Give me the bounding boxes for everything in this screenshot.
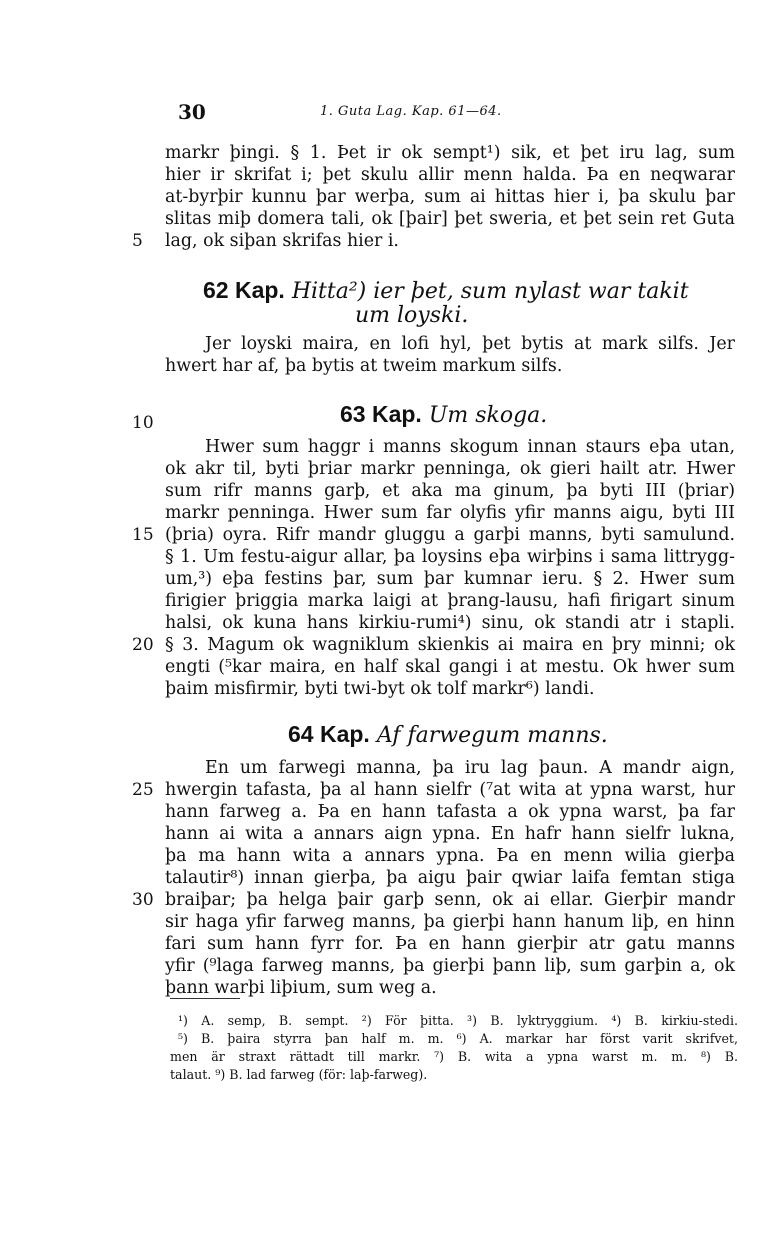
text-line: ok akr til, byti þriar markr penninga, ok gieri hailt atr. Hwer (165, 459, 735, 479)
text-line: § 3. Magum ok wagniklum skienkis ai maira en þry minni; ok (165, 635, 735, 655)
chapter-number: 64 Kap. (288, 721, 370, 747)
text-line: þann warþi liþium, sum weg a. (165, 978, 437, 998)
page-header (178, 100, 588, 130)
text-line: slitas miþ domera tali, ok [þair] þet sweria, et þet sein ret Guta (165, 209, 735, 229)
line-number: 10 (132, 413, 154, 433)
chapter-title: Af farwegum manns. (376, 723, 608, 748)
line-number: 25 (132, 780, 154, 800)
text-line: Jer loyski maira, en lofi hyl, þet bytis at mark silfs. Jer (205, 334, 735, 354)
footnote-line: ⁵) B. þaira styrra þan half m. m. ⁶) A. markar har först varit skrifvet, (178, 1031, 738, 1046)
chapter-number: 62 Kap. (203, 277, 285, 303)
footnote-line: ¹) A. semp, B. sempt. ²) För þitta. ³) B. lyktryggium. ⁴) B. kirkiu-stedi. (178, 1013, 738, 1028)
footnote-line: talaut. ⁹) B. lad farweg (för: laþ-farweg). (170, 1067, 428, 1082)
footnote-divider (170, 998, 240, 999)
text-line: braiþar; þa helga þair garþ senn, ok ai ellar. Gierþir mandr (165, 890, 735, 910)
text-line: En um farwegi manna, þa iru lag þaun. A mandr aign, (205, 758, 735, 778)
footnote-line: men är straxt rättadt till markr. ⁷) B. wita a ypna warst m. m. ⁸) B. (170, 1049, 738, 1064)
text-line: fari sum hann fyrr for. Þa en hann gierþir atr gatu manns (165, 934, 735, 954)
text-line: þaim misfirmir, byti twi-byt ok tolf markr⁶) landi. (165, 679, 595, 699)
text-line: þa ma hann wita a annars ypna. Þa en menn wilia gierþa (165, 846, 735, 866)
line-number: 30 (132, 890, 154, 910)
text-line: engti (⁵kar maira, en half skal gangi i at mestu. Ok hwer sum (165, 657, 735, 677)
text-line: yfir (⁹laga farweg manns, þa gierþi þann liþ, sum garþin a, ok (165, 956, 735, 976)
chapter-number: 63 Kap. (340, 401, 422, 427)
line-number: 15 (132, 525, 154, 545)
line-number: 20 (132, 635, 154, 655)
text-line: firigier þriggia marka laigi at þrang-lausu, hafi firigart sinum (165, 591, 735, 611)
text-line: hann farweg a. Þa en hann tafasta a ok ypna warst, þa far (165, 802, 735, 822)
text-line: hwert har af, þa bytis at tweim markum silfs. (165, 356, 563, 376)
text-line: sir haga yfir farweg manns, þa gierþi hann hanum liþ, en hinn (165, 912, 735, 932)
text-line: hann ai wita a annars aign ypna. En hafr hann sielfr lukna, (165, 824, 735, 844)
chapter-heading-64 (288, 720, 608, 750)
text-line: markr þingi. § 1. Þet ir ok sempt¹) sik, et þet iru lag, sum (165, 143, 735, 163)
page-number: 30 (178, 100, 206, 124)
text-line: halsi, ok kuna hans kirkiu-rumi⁴) sinu, ok standi atr i stapli. (165, 613, 735, 633)
text-line: markr penninga. Hwer sum far olyfis yfir manns aigu, byti III (165, 503, 735, 523)
chapter-heading-63 (340, 400, 547, 430)
text-line: (þria) oyra. Rifr mandr gluggu a garþi manns, byti samulund. (165, 525, 735, 545)
chapter-title: Um skoga. (428, 403, 548, 428)
text-line: talautir⁸) innan gierþa, þa aigu þair qwiar laifa femtan stiga (165, 868, 735, 888)
chapter-title: Hitta²) ier þet, sum nylast war takit (291, 279, 689, 304)
text-line: at-byrþir kunnu þar werþa, sum ai hittas hier i, þa skulu þar (165, 187, 735, 207)
text-line: lag, ok siþan skrifas hier i. (165, 231, 399, 251)
line-number: 5 (132, 231, 143, 251)
text-line: Hwer sum haggr i manns skogum innan staurs eþa utan, (205, 437, 735, 457)
chapter-heading-62-cont (355, 302, 468, 330)
chapter-title: um loyski. (355, 303, 469, 328)
text-line: sum rifr manns garþ, et aka ma ginum, þa byti III (þriar) (165, 481, 735, 501)
text-line: um,³) eþa festins þar, sum þar kumnar ieru. § 2. Hwer sum (165, 569, 735, 589)
text-line: hier ir skrifat i; þet skulu allir menn halda. Þa en neqwarar (165, 165, 735, 185)
running-head: 1. Guta Lag. Kap. 61—64. (320, 104, 502, 119)
text-line: § 1. Um festu-aigur allar, þa loysins eþa wirþins i sama littrygg- (165, 547, 735, 567)
text-line: hwergin tafasta, þa al hann sielfr (⁷at wita at ypna warst, hur (165, 780, 735, 800)
